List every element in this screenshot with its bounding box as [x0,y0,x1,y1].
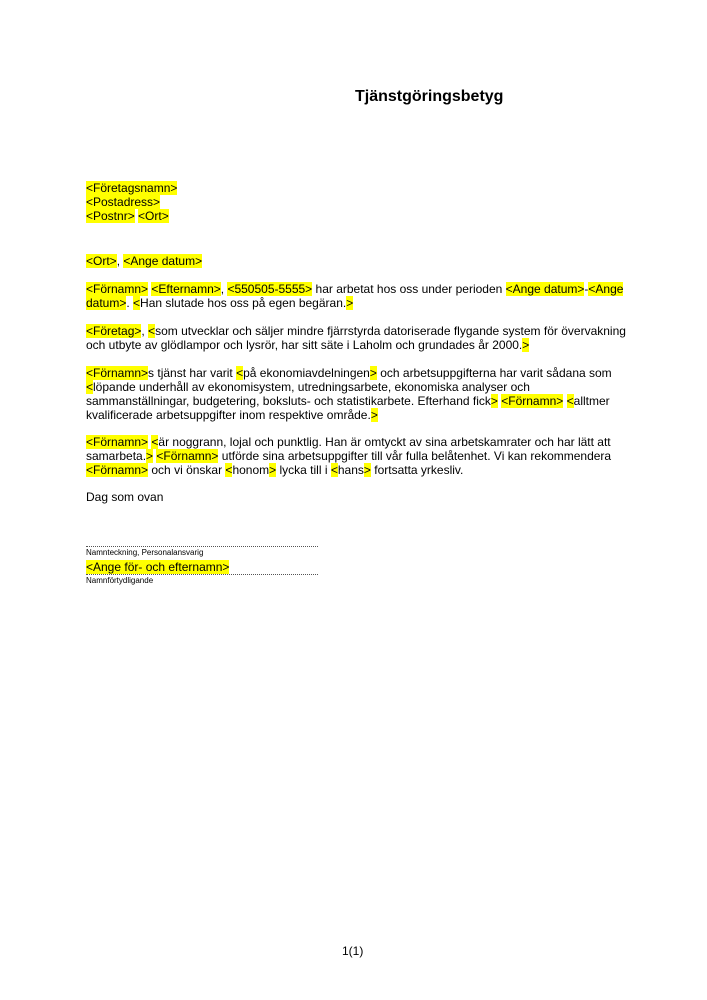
signature-line [86,546,318,547]
page-number: 1(1) [342,944,364,958]
bracket-open: < [133,296,141,310]
pronoun-hans[interactable]: hans [337,463,364,477]
ort-field[interactable]: <Ort> [138,209,169,223]
closing-text: Dag som ovan [86,490,164,504]
recipient-address [86,181,634,223]
bracket-close: > [490,394,498,408]
postnr-field[interactable]: <Postnr> [86,209,135,223]
bracket-close: > [370,408,378,422]
fornamn-field[interactable]: <Förnamn> [86,366,149,380]
text: s tjänst har varit [148,366,237,380]
clarification-line [86,574,318,575]
bracket-open: < [330,463,338,477]
signature-label: Namnteckning, Personalansvarig [86,548,204,557]
text: utförde sina arbetsuppgifter till vår fulla belåtenhet. Vi kan rekommendera [218,449,612,463]
assessment-text[interactable]: är noggrann, lojal och punktlig. Han är omtyckt av sina arbetskamrater och har lätt att samarbeta. [86,435,611,463]
fornamn-field[interactable]: <Förnamn> [501,394,564,408]
pronoun-honom[interactable]: honom [232,463,270,477]
date-separator: , [116,254,124,268]
dash: - [584,282,589,296]
department-text[interactable]: på ekonomiavdelningen [243,366,370,380]
text: . [126,296,134,310]
date-to-field[interactable]: <Ange datum> [86,282,624,310]
signer-name-field[interactable]: <Ange för- och efternamn> [86,560,230,574]
date-field[interactable]: <Ange datum> [123,254,203,268]
paragraph-company [86,324,634,352]
personnummer-field[interactable]: <550505-5555> [227,282,313,296]
bracket-open: < [566,394,574,408]
bracket-close: > [363,463,371,477]
clarification-label: Namnförtydligande [86,576,154,585]
date-line [86,254,634,268]
text: lycka till i [276,463,331,477]
efternamn-field[interactable]: <Efternamn> [151,282,221,296]
foretag-field[interactable]: <Företag> [86,324,142,338]
bracket-open: < [148,324,156,338]
fornamn-field[interactable]: <Förnamn> [86,435,149,449]
postal-address-field[interactable]: <Postadress> [86,195,161,209]
bracket-close: > [146,449,154,463]
document-title: Tjänstgöringsbetyg [355,88,504,105]
company-description[interactable]: som utvecklar och säljer mindre fjärrstyrda datoriserade flygande system för övervakning och utbyte av glödlampor och lysrör, har sitt säte i Laholm och grundades år 2000. [86,324,626,352]
bracket-close: > [369,366,377,380]
bracket-open: < [86,380,94,394]
reason-text[interactable]: Han slutade hos oss på egen begäran. [140,296,347,310]
fornamn-field[interactable]: <Förnamn> [86,282,149,296]
fornamn-field[interactable]: <Förnamn> [86,463,149,477]
paragraph-employment: <Förnamn> <Efternamn>, <550505-5555> har arbetat hos oss under perioden <Ange datum>-<Ange datum>. <Han slutade hos oss på egen begäran.> [86,282,624,310]
text: och arbetsuppgifterna har varit sådana som [376,366,612,380]
more-tasks-text[interactable]: alltmer kvalificerade arbetsuppgifter inom respektive område. [86,394,610,422]
paragraph-duties [86,366,634,422]
text: fortsatta yrkesliv. [370,463,464,477]
paragraph-assessment [86,435,634,477]
bracket-open: < [236,366,244,380]
fornamn-field[interactable]: <Förnamn> [156,449,219,463]
date-ort-field[interactable]: <Ort> [86,254,117,268]
tasks-text[interactable]: löpande underhåll av ekonomisystem, utredningsarbete, ekonomiska analyser och sammanställningar, budgetering, boksluts- och statistikarbete. Efterhand fick [86,380,530,408]
text: och vi önskar [148,463,226,477]
bracket-open: < [151,435,159,449]
text: har arbetat hos oss under perioden [312,282,506,296]
bracket-close: > [522,338,530,352]
date-from-field[interactable]: <Ange datum> [505,282,585,296]
bracket-close: > [269,463,277,477]
signature-name-row [86,560,634,574]
bracket-close: > [346,296,354,310]
bracket-open: < [225,463,233,477]
company-name-field[interactable]: <Företagsnamn> [86,181,178,195]
comma: , [141,324,149,338]
